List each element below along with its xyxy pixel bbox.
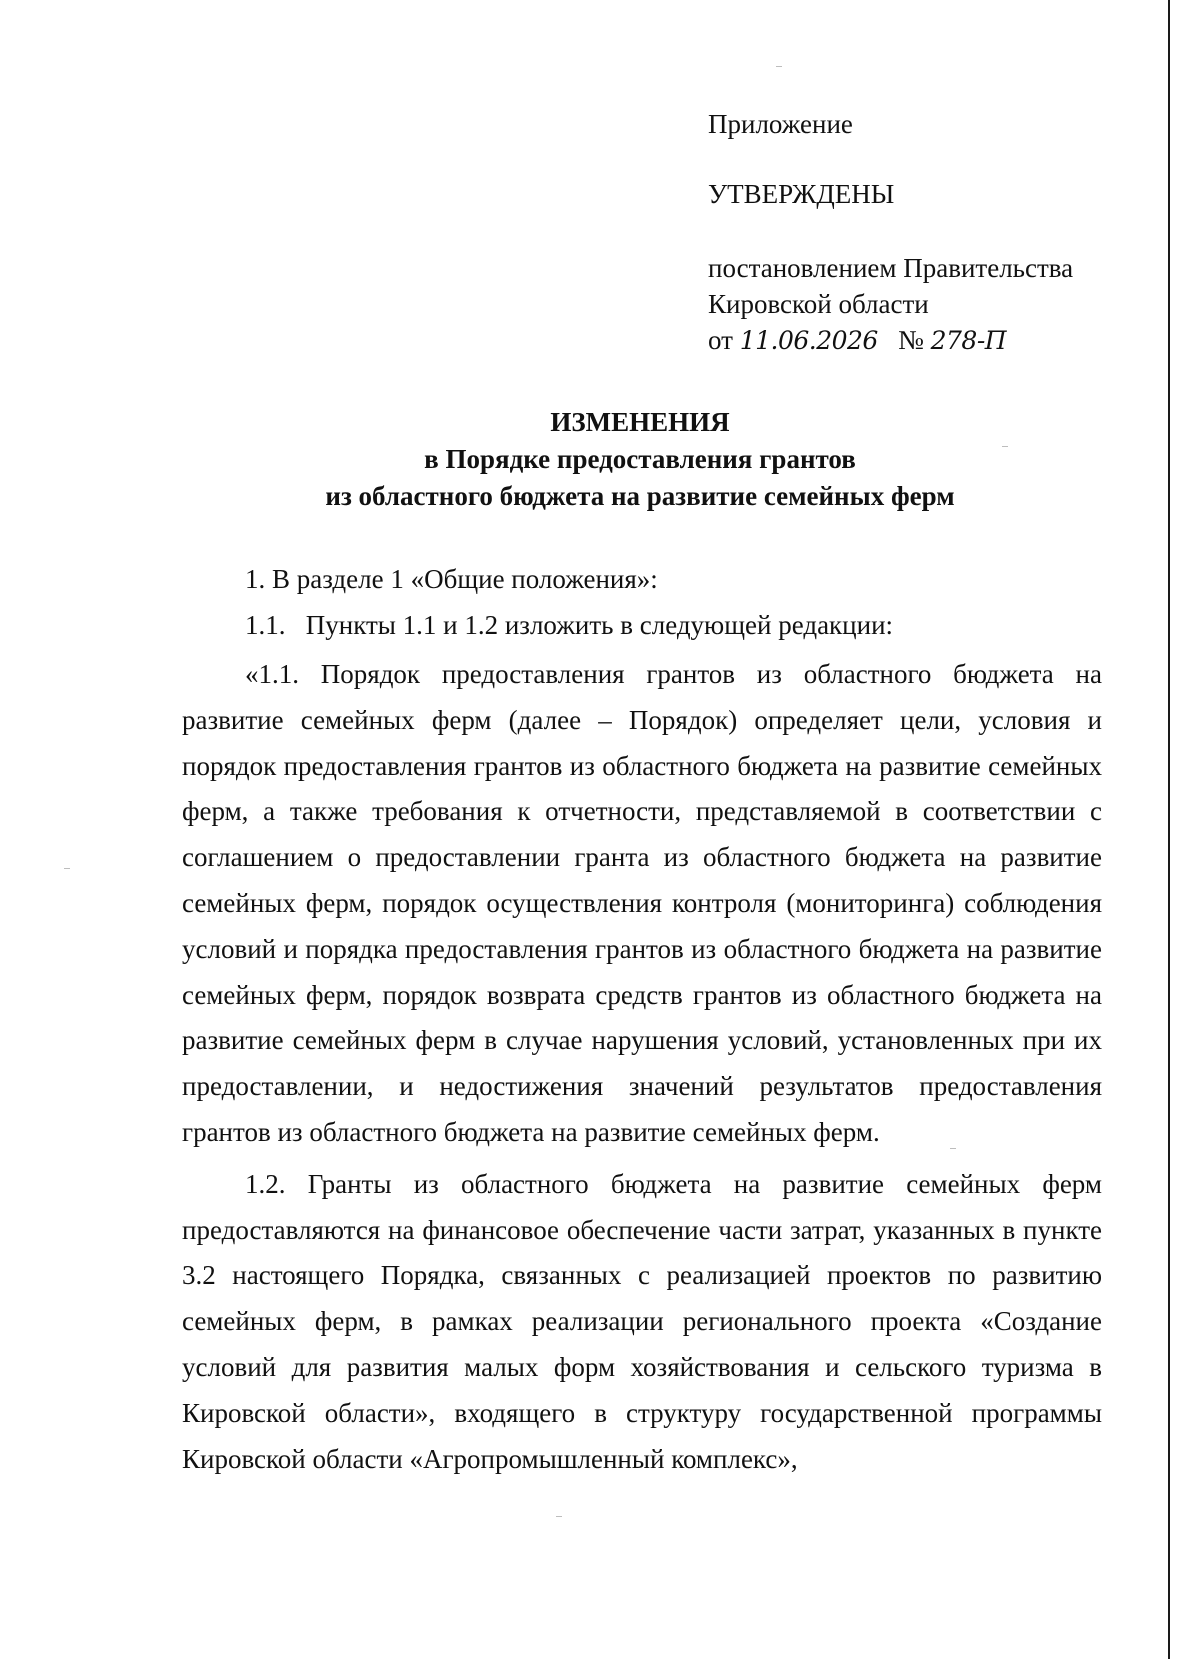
scan-speck <box>64 868 70 869</box>
scan-edge-line <box>1168 0 1170 1659</box>
title-heading: ИЗМЕНЕНИЯ <box>550 407 730 437</box>
clause-1-2: 1.2. Гранты из областного бюджета на развитие семейных ферм предоставляются на финансовое обеспечение части затрат, указанных в пункте 3.2 настоящего Порядка, связанных с реализацией проектов по развитию семейных ферм, в рамках реализации регионального проекта «Создание условий для развития малых форм хозяйствования и сельского туризма в Кировской области», входящего в структуру государственной программы Кировской области «Агропромышленный комплекс», <box>182 1168 1102 1474</box>
appendix-label: Приложение <box>708 109 853 139</box>
title-line-2: в Порядке предоставления грантов <box>424 444 856 474</box>
number-sign: № <box>898 325 924 355</box>
clause-1-1: «1.1. Порядок предоставления грантов из областного бюджета на развитие семейных ферм (далее – Порядок) определяет цели, условия и порядок предоставления грантов из областного бюджета на развитие семейных ферм, а также требования к отчетности, представляемой в соответствии с соглашением о предоставлении гранта из областного бюджета на развитие семейных ферм, порядок осуществления контроля (мониторинга) соблюдения условий и порядка предоставления грантов из областного бюджета на развитие семейных ферм, порядок возврата средств грантов из областного бюджета на развитие семейных ферм в случае нарушения условий, установленных при их предоставлении, и недостижения значений результатов предоставления грантов из областного бюджета на развитие семейных ферм. <box>182 659 1102 1147</box>
document-title <box>180 404 1100 515</box>
approved-label: УТВЕРЖДЕНЫ <box>708 179 895 209</box>
handwritten-date: 11.06.2026 <box>739 326 878 355</box>
resolution-line-1: постановлением Правительства <box>708 253 1074 283</box>
resolution-date-number <box>708 322 1128 359</box>
item-1-1: 1.1. Пункты 1.1 и 1.2 изложить в следующей редакции: <box>245 610 894 640</box>
scan-speck <box>556 1516 562 1517</box>
document-body <box>182 558 1102 1482</box>
date-prefix: от <box>708 325 733 355</box>
scan-speck <box>776 66 782 67</box>
title-line-3: из областного бюджета на развитие семейных ферм <box>325 481 955 511</box>
handwritten-number: 278-П <box>930 326 1007 355</box>
resolution-line-2: Кировской области <box>708 289 929 319</box>
item-1: 1. В разделе 1 «Общие положения»: <box>245 564 658 594</box>
approval-block <box>708 106 1128 359</box>
